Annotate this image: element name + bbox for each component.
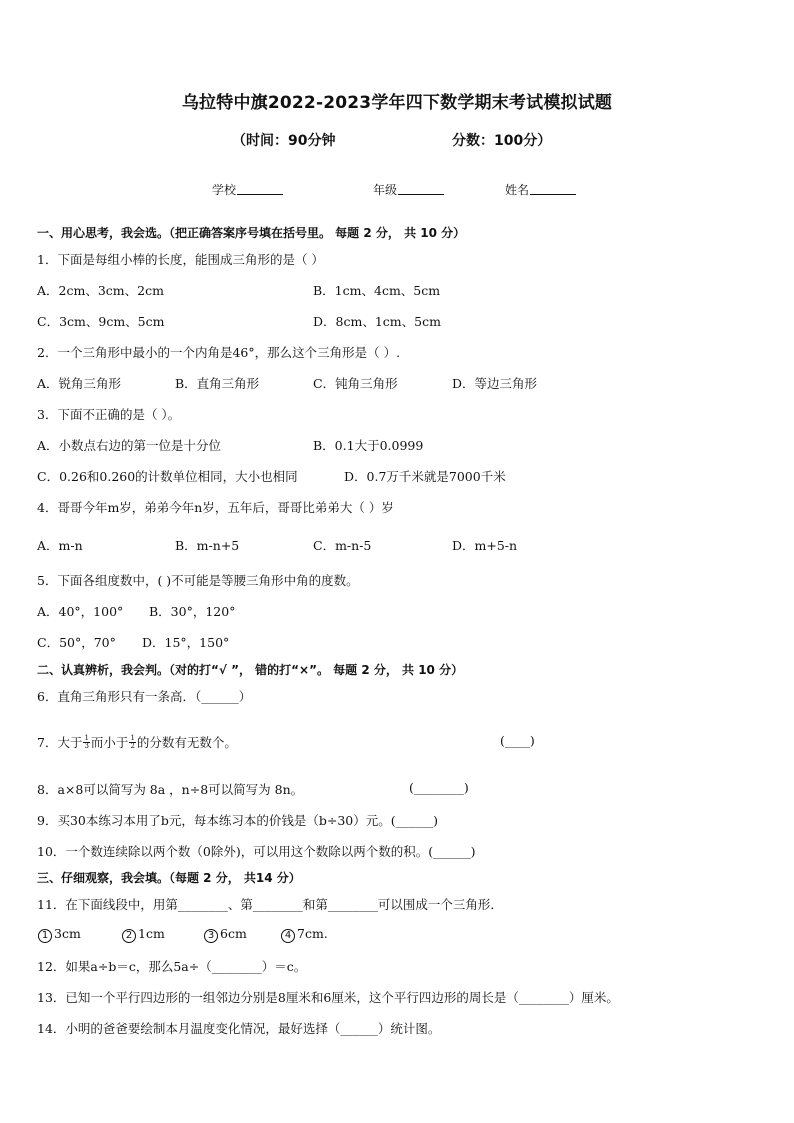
section3-heading: 三、仔细观察，我会填。（每题 2 分， 共14 分） bbox=[37, 871, 301, 885]
circled-number-1: 1 bbox=[38, 929, 52, 943]
name-label: 姓名 bbox=[505, 183, 530, 197]
q5-text: 5．下面各组度数中，( )不可能是等腰三角形中角的度数。 bbox=[37, 573, 359, 588]
q1-option-c: C．3cm、9cm、5cm bbox=[37, 314, 165, 329]
exam-time: （时间：90分钟 bbox=[232, 133, 336, 149]
grade-blank[interactable] bbox=[398, 182, 444, 195]
q7-answer-blank[interactable]: (____) bbox=[500, 733, 535, 748]
q7-suffix: 的分数有无数个。 bbox=[136, 735, 237, 750]
q11-option-1: 1 3cm bbox=[38, 926, 81, 943]
q3-option-c: C．0.26和0.260的计数单位相同，大小也相同 bbox=[37, 469, 298, 484]
q13-text: 13．已知一个平行四边形的一组邻边分别是8厘米和6厘米，这个平行四边形的周长是（________）厘米。 bbox=[37, 990, 619, 1005]
exam-title: 乌拉特中旗2022-2023学年四下数学期末考试模拟试题 bbox=[181, 93, 613, 113]
q8-text: 8．a×8可以简写为 8a ，n÷8可以简写为 8n。 bbox=[37, 782, 304, 797]
q6-text: 6．直角三角形只有一条高．（______） bbox=[37, 689, 252, 704]
q11-option-4: 4 7cm. bbox=[281, 926, 328, 943]
section2-heading: 二、认真辨析，我会判。（对的打“√ ”， 错的打“×”。 每题 2 分， 共 10 分） bbox=[37, 663, 464, 677]
q11-option-2: 2 1cm bbox=[122, 926, 165, 943]
exam-score: 分数：100分） bbox=[452, 133, 552, 149]
q14-text: 14．小明的爸爸要绘制本月温度变化情况，最好选择（______）统计图。 bbox=[37, 1021, 441, 1036]
school-blank[interactable] bbox=[237, 182, 283, 195]
q5-option-d: D．15°，150° bbox=[142, 635, 230, 650]
q5-option-c: C．50°，70° bbox=[37, 635, 116, 650]
q4-option-c: C．m-n-5 bbox=[313, 538, 372, 553]
q8-answer-blank[interactable]: (________) bbox=[409, 780, 469, 795]
q7-mid: 而小于 bbox=[90, 735, 129, 750]
q4-option-d: D．m+5-n bbox=[452, 538, 518, 553]
q4-option-b: B．m-n+5 bbox=[175, 538, 240, 553]
q5-option-b: B．30°，120° bbox=[149, 604, 236, 619]
q3-option-b: B．0.1大于0.0999 bbox=[313, 438, 424, 453]
name-field bbox=[505, 181, 576, 198]
q2-option-d: D．等边三角形 bbox=[452, 376, 538, 391]
circled-number-2: 2 bbox=[122, 929, 136, 943]
q3-option-a: A．小数点右边的第一位是十分位 bbox=[37, 438, 222, 453]
q2-option-c: C．钝角三角形 bbox=[313, 376, 398, 391]
name-blank[interactable] bbox=[530, 182, 576, 195]
q2-option-a: A．锐角三角形 bbox=[37, 376, 122, 391]
q4-text: 4．哥哥今年m岁，弟弟今年n岁，五年后，哥哥比弟弟大（ ）岁 bbox=[37, 500, 394, 515]
q5-option-a: A．40°，100° bbox=[37, 604, 124, 619]
q1-option-b: B．1cm、4cm、5cm bbox=[313, 283, 441, 298]
q7-fraction-1: $\frac{1}{3}$ bbox=[84, 734, 89, 750]
q3-option-d: D．0.7万千米就是7000千米 bbox=[344, 469, 506, 484]
q3-text: 3．下面不正确的是（ ）。 bbox=[37, 407, 181, 422]
circled-number-4: 4 bbox=[281, 929, 295, 943]
q11-option-3: 3 6cm bbox=[204, 926, 247, 943]
q12-text: 12．如果a÷b＝c，那么5a÷（________）＝c。 bbox=[37, 959, 307, 974]
q2-text: 2．一个三角形中最小的一个内角是46°，那么这个三角形是（ ）. bbox=[37, 345, 401, 360]
q1-option-a: A．2cm、3cm、2cm bbox=[37, 283, 164, 298]
q4-option-a: A．m-n bbox=[37, 538, 83, 553]
q7-fraction-2: $\frac{1}{2}$ bbox=[130, 734, 135, 750]
q11-text: 11．在下面线段中，用第________、第________和第________可以围成一个三角形． bbox=[37, 897, 503, 912]
circled-number-3: 3 bbox=[204, 929, 218, 943]
q1-text: 1．下面是每组小棒的长度，能围成三角形的是（ ） bbox=[37, 252, 324, 267]
q7-prefix: 7．大于 bbox=[37, 735, 83, 750]
q7-text bbox=[37, 733, 237, 751]
section1-heading: 一、用心思考，我会选。（把正确答案序号填在括号里。 每题 2 分， 共 10 分） bbox=[37, 226, 466, 240]
school-field bbox=[212, 181, 283, 198]
q9-text: 9．买30本练习本用了b元，每本练习本的价钱是（b÷30）元。(______) bbox=[37, 813, 438, 828]
school-label: 学校 bbox=[212, 183, 237, 197]
grade-field bbox=[373, 181, 444, 198]
grade-label: 年级 bbox=[373, 183, 398, 197]
q10-text: 10．一个数连续除以两个数（0除外)，可以用这个数除以两个数的积。(______) bbox=[37, 844, 476, 859]
q2-option-b: B．直角三角形 bbox=[175, 376, 260, 391]
q1-option-d: D．8cm、1cm、5cm bbox=[313, 314, 441, 329]
